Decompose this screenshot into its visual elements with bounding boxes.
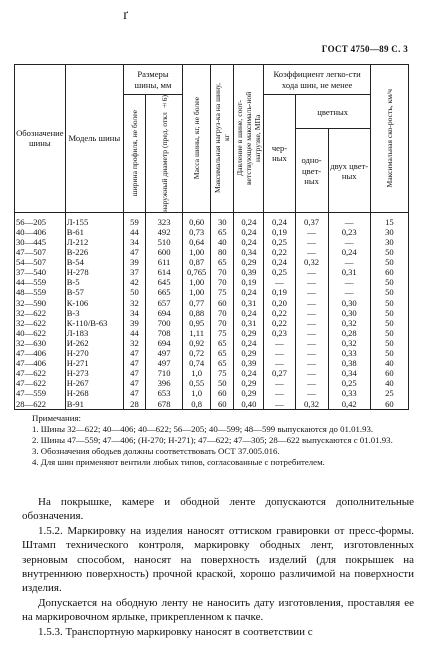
table-cell: 0,31 bbox=[234, 298, 264, 308]
table-cell: 0,24 bbox=[328, 247, 370, 257]
table-cell: — bbox=[328, 277, 370, 287]
table-cell: 65 bbox=[211, 348, 234, 358]
table-cell: 50 bbox=[370, 247, 408, 257]
table-cell: 47 bbox=[123, 378, 145, 388]
table-cell: 492 bbox=[145, 227, 182, 237]
table-cell: 47 bbox=[123, 388, 145, 398]
table-cell: 0,38 bbox=[328, 358, 370, 368]
table-row bbox=[15, 247, 409, 257]
header-mass: Масса шины, кг, не более bbox=[192, 97, 202, 180]
table-cell: 694 bbox=[145, 308, 182, 318]
table-cell: 0,24 bbox=[234, 227, 264, 237]
table-cell: 0,73 bbox=[183, 227, 211, 237]
table-cell: 54—507 bbox=[15, 257, 66, 267]
table-cell: 0,25 bbox=[264, 237, 295, 247]
table-cell: — bbox=[295, 247, 328, 257]
table-cell: 1,11 bbox=[183, 328, 211, 338]
table-cell: 0,19 bbox=[264, 287, 295, 297]
table-cell: 0,29 bbox=[234, 388, 264, 398]
table-cell: И-262 bbox=[65, 338, 123, 348]
table-cell: — bbox=[295, 328, 328, 338]
table-cell: 396 bbox=[145, 378, 182, 388]
table-cell: 678 bbox=[145, 399, 182, 410]
table-row bbox=[15, 348, 409, 358]
table-cell: 80 bbox=[211, 247, 234, 257]
table-cell: 0,23 bbox=[264, 328, 295, 338]
table-cell: В-91 bbox=[65, 399, 123, 410]
table-cell: — bbox=[264, 378, 295, 388]
table-cell: 0,34 bbox=[328, 368, 370, 378]
table-cell: 30 bbox=[370, 227, 408, 237]
table-cell: 32—630 bbox=[15, 338, 66, 348]
table-cell: 50 bbox=[370, 298, 408, 308]
table-cell: 0,74 bbox=[183, 358, 211, 368]
table-cell: 0,30 bbox=[328, 308, 370, 318]
table-cell: 0,22 bbox=[264, 308, 295, 318]
table-cell: 50 bbox=[123, 287, 145, 297]
table-cell: Н-267 bbox=[65, 378, 123, 388]
table-cell: 75 bbox=[211, 368, 234, 378]
table-cell: — bbox=[295, 277, 328, 287]
table-cell: 32—590 bbox=[15, 298, 66, 308]
table-cell: 0,30 bbox=[328, 298, 370, 308]
table-cell: 0,42 bbox=[328, 399, 370, 410]
paragraph: 1.5.3. Транспортную маркировку наносят в соответствии с bbox=[38, 625, 313, 638]
table-cell: 497 bbox=[145, 348, 182, 358]
page-header: ГОСТ 4750—89 С. 3 bbox=[321, 44, 408, 54]
table-cell: 0,27 bbox=[264, 368, 295, 378]
header-diameter: наружный диаметр (пред. откл ±6) bbox=[159, 95, 169, 212]
table-row bbox=[15, 267, 409, 277]
table-cell: 44—559 bbox=[15, 277, 66, 287]
table-cell: 70 bbox=[211, 277, 234, 287]
table-cell: 65 bbox=[211, 358, 234, 368]
table-cell: — bbox=[295, 348, 328, 358]
table-cell: 611 bbox=[145, 257, 182, 267]
table-cell: 0,31 bbox=[234, 318, 264, 328]
table-cell: — bbox=[295, 338, 328, 348]
table-cell: 60 bbox=[370, 399, 408, 410]
table-cell: 60 bbox=[211, 388, 234, 398]
table-cell: 0,22 bbox=[264, 318, 295, 328]
table-row bbox=[15, 227, 409, 237]
table-cell: 40—622 bbox=[15, 328, 66, 338]
table-row bbox=[15, 358, 409, 368]
table-cell: Н-271 bbox=[65, 358, 123, 368]
table-cell: 32 bbox=[123, 338, 145, 348]
table-cell: 1,00 bbox=[183, 287, 211, 297]
header-model: Модель шины bbox=[65, 65, 123, 213]
table-cell: 32—622 bbox=[15, 308, 66, 318]
table-cell: 70 bbox=[211, 318, 234, 328]
table-cell: В-57 bbox=[65, 287, 123, 297]
table-cell: 0,24 bbox=[264, 212, 295, 227]
header-single: одно-цвет-ных bbox=[295, 129, 328, 212]
note-2: 2. Шины 47—559; 47—406; (Н-270; Н-271); 47—622; 47—305; 28—622 выпускаются с 01.01.93. bbox=[32, 435, 393, 445]
table-row bbox=[15, 388, 409, 398]
table-cell: 0,88 bbox=[183, 308, 211, 318]
note-3: 3. Обозначения ободьев должны соответствовать ОСТ 37.005.016. bbox=[32, 446, 280, 456]
table-cell: 40 bbox=[211, 237, 234, 247]
paragraph: 1.5.2. Маркировку на изделия наносят оттиском гравировки от пресс-формы. Штамп технического контроля, маркировку ободных лент, изготовленных зерновым способом, наносят на поверхность изделий (для покрышек на внутреннюю поверхность) прочной краской, хорошо различимой на поверхности изделия. bbox=[22, 524, 414, 595]
table-cell: 32—622 bbox=[15, 318, 66, 328]
header-speed: Максимальная ско-рость, км/ч bbox=[384, 89, 394, 188]
table-cell: 0,60 bbox=[183, 212, 211, 227]
table-cell: 0,28 bbox=[328, 328, 370, 338]
header-coef: Коэффициент легко-сти хода шин, не менее bbox=[264, 65, 370, 95]
table-cell: — bbox=[295, 318, 328, 328]
table-cell: 32 bbox=[123, 298, 145, 308]
table-cell: 0,29 bbox=[234, 348, 264, 358]
table-cell: 0,40 bbox=[234, 399, 264, 410]
table-cell: — bbox=[295, 267, 328, 277]
table-cell: 1,0 bbox=[183, 388, 211, 398]
table-cell: 694 bbox=[145, 338, 182, 348]
table-cell: 600 bbox=[145, 247, 182, 257]
table-cell: Л-183 bbox=[65, 328, 123, 338]
table-cell: 39 bbox=[123, 257, 145, 267]
table-cell: 0,25 bbox=[328, 378, 370, 388]
table-cell: — bbox=[328, 212, 370, 227]
table-cell: 60 bbox=[370, 267, 408, 277]
table-cell: 510 bbox=[145, 237, 182, 247]
table-cell: 710 bbox=[145, 368, 182, 378]
table-cell: 47 bbox=[123, 358, 145, 368]
paragraph: На покрышке, камере и ободной ленте допускаются дополнительные обозначения. bbox=[22, 496, 414, 523]
tire-spec-table bbox=[14, 64, 409, 410]
table-cell: 700 bbox=[145, 318, 182, 328]
header-black: чер-ных bbox=[264, 95, 295, 213]
table-cell: — bbox=[295, 308, 328, 318]
table-cell: 50 bbox=[370, 328, 408, 338]
table-cell: 0,24 bbox=[234, 338, 264, 348]
table-cell: 65 bbox=[211, 338, 234, 348]
header-colored: цветных bbox=[295, 95, 370, 129]
table-cell: Н-273 bbox=[65, 368, 123, 378]
table-cell: 0,87 bbox=[183, 257, 211, 267]
table-cell: 34 bbox=[123, 237, 145, 247]
table-cell: Н-278 bbox=[65, 267, 123, 277]
table-cell: 1,0 bbox=[183, 368, 211, 378]
paragraph: Допускается на ободную ленту не наносить дату изготовления, проставляя ее на маркировочном ярлыке, прикрепленном к пачке. bbox=[22, 596, 414, 624]
table-cell: 30 bbox=[211, 212, 234, 227]
table-cell: 0,25 bbox=[264, 267, 295, 277]
note-4: 4. Для шин применяют вентили любых типов, согласованные с потребителем. bbox=[32, 457, 325, 467]
table-cell: 50 bbox=[370, 308, 408, 318]
table-row bbox=[15, 287, 409, 297]
table-cell: 0,22 bbox=[264, 247, 295, 257]
table-cell: — bbox=[295, 298, 328, 308]
header-width: ширина профиля, не более bbox=[129, 110, 139, 197]
table-cell: 60 bbox=[211, 298, 234, 308]
table-cell: 0,32 bbox=[295, 399, 328, 410]
table-cell: 0,8 bbox=[183, 399, 211, 410]
table-cell: 50 bbox=[370, 318, 408, 328]
table-cell: 0,32 bbox=[328, 318, 370, 328]
table-cell: — bbox=[264, 358, 295, 368]
table-cell: 0,39 bbox=[234, 358, 264, 368]
table-cell: 0,24 bbox=[234, 368, 264, 378]
table-cell: 0,20 bbox=[264, 298, 295, 308]
table-cell: 70 bbox=[211, 267, 234, 277]
table-cell: — bbox=[328, 237, 370, 247]
header-double: двух цвет-ных bbox=[328, 129, 370, 212]
header-load: Максимальная нагруз-ка на шину, кг bbox=[213, 83, 232, 194]
table-cell: 40—406 bbox=[15, 227, 66, 237]
table-cell: 75 bbox=[211, 328, 234, 338]
table-cell: 0,32 bbox=[295, 257, 328, 267]
note-1: 1. Шины 32—622; 40—406; 40—622; 56—205; 40—599; 48—599 выпускаются до 01.01.93. bbox=[32, 424, 374, 434]
table-cell: 0,55 bbox=[183, 378, 211, 388]
table-row bbox=[15, 399, 409, 410]
table-cell: В-61 bbox=[65, 227, 123, 237]
table-cell: 1,00 bbox=[183, 277, 211, 287]
table-cell: 0,95 bbox=[183, 318, 211, 328]
table-cell: 60 bbox=[370, 368, 408, 378]
table-cell: В-3 bbox=[65, 308, 123, 318]
table-row bbox=[15, 368, 409, 378]
table-row bbox=[15, 298, 409, 308]
table-cell: 0,72 bbox=[183, 348, 211, 358]
table-cell: Н-270 bbox=[65, 348, 123, 358]
table-cell: 50 bbox=[370, 348, 408, 358]
table-cell: 0,64 bbox=[183, 237, 211, 247]
table-cell: 56—205 bbox=[15, 212, 66, 227]
table-cell: — bbox=[264, 388, 295, 398]
table-cell: 47 bbox=[123, 368, 145, 378]
table-row bbox=[15, 378, 409, 388]
table-cell: 665 bbox=[145, 287, 182, 297]
table-cell: — bbox=[264, 277, 295, 287]
table-row bbox=[15, 308, 409, 318]
table-cell: 0,19 bbox=[264, 227, 295, 237]
table-cell: К-110/В-63 bbox=[65, 318, 123, 328]
table-cell: — bbox=[264, 399, 295, 410]
table-cell: — bbox=[295, 378, 328, 388]
table-row bbox=[15, 212, 409, 227]
table-row bbox=[15, 257, 409, 267]
table-row bbox=[15, 328, 409, 338]
table-cell: 0,34 bbox=[234, 247, 264, 257]
table-row bbox=[15, 237, 409, 247]
table-cell: 47—406 bbox=[15, 348, 66, 358]
table-cell: 0,92 bbox=[183, 338, 211, 348]
table-cell: 37 bbox=[123, 267, 145, 277]
table-cell: 40 bbox=[370, 378, 408, 388]
table-cell: — bbox=[328, 287, 370, 297]
table-cell: В-226 bbox=[65, 247, 123, 257]
table-cell: 0,24 bbox=[264, 257, 295, 267]
table-cell: 0,33 bbox=[328, 348, 370, 358]
table-cell: 47—559 bbox=[15, 388, 66, 398]
table-cell: Л-155 bbox=[65, 212, 123, 227]
table-cell: В-54 bbox=[65, 257, 123, 267]
table-row bbox=[15, 318, 409, 328]
table-cell: 44 bbox=[123, 227, 145, 237]
table-cell: 0,23 bbox=[328, 227, 370, 237]
table-cell: К-106 bbox=[65, 298, 123, 308]
table-cell: — bbox=[264, 348, 295, 358]
table-cell: 708 bbox=[145, 328, 182, 338]
table-cell: 0,33 bbox=[328, 388, 370, 398]
table-cell: 0,77 bbox=[183, 298, 211, 308]
table-cell: 50 bbox=[370, 287, 408, 297]
table-cell: 614 bbox=[145, 267, 182, 277]
table-cell: 34 bbox=[123, 308, 145, 318]
header-pressure: Давление в шине, соот-ветствующее максималь-ной нагрузке, МПа bbox=[235, 91, 263, 186]
table-cell: 0,39 bbox=[234, 267, 264, 277]
table-cell: 70 bbox=[211, 308, 234, 318]
table-cell: 65 bbox=[211, 227, 234, 237]
table-cell: 0,32 bbox=[328, 338, 370, 348]
table-cell: 47—622 bbox=[15, 368, 66, 378]
table-cell: — bbox=[264, 338, 295, 348]
table-cell: 657 bbox=[145, 298, 182, 308]
table-cell: 39 bbox=[123, 318, 145, 328]
table-cell: 0,24 bbox=[234, 287, 264, 297]
table-cell: В-5 bbox=[65, 277, 123, 287]
table-cell: 653 bbox=[145, 388, 182, 398]
header-dims: Размеры шины, мм bbox=[123, 65, 182, 95]
table-cell: 0,29 bbox=[234, 378, 264, 388]
notes-title: Примечания: bbox=[32, 413, 81, 423]
table-cell: 0,31 bbox=[328, 267, 370, 277]
table-cell: 0,37 bbox=[295, 212, 328, 227]
table-cell: 497 bbox=[145, 358, 182, 368]
table-cell: 0,29 bbox=[234, 257, 264, 267]
notes bbox=[22, 413, 414, 468]
table-cell: 65 bbox=[211, 257, 234, 267]
table-cell: 37—540 bbox=[15, 267, 66, 277]
table-cell: — bbox=[295, 388, 328, 398]
table-cell: 47—622 bbox=[15, 378, 66, 388]
table-cell: 47—406 bbox=[15, 358, 66, 368]
body-text bbox=[22, 495, 414, 639]
table-cell: 30—445 bbox=[15, 237, 66, 247]
table-cell: 59 bbox=[123, 212, 145, 227]
table-cell: Н-268 bbox=[65, 388, 123, 398]
pen-mark: ґ bbox=[123, 8, 128, 23]
table-cell: 42 bbox=[123, 277, 145, 287]
table-cell: Л-212 bbox=[65, 237, 123, 247]
table-cell: — bbox=[328, 257, 370, 267]
table-cell: — bbox=[295, 237, 328, 247]
table-cell: 48—559 bbox=[15, 287, 66, 297]
table-cell: 15 bbox=[370, 212, 408, 227]
table-cell: — bbox=[295, 227, 328, 237]
table-cell: 645 bbox=[145, 277, 182, 287]
table-cell: 47 bbox=[123, 348, 145, 358]
table-cell: 75 bbox=[211, 287, 234, 297]
table-cell: — bbox=[295, 287, 328, 297]
table-cell: 28 bbox=[123, 399, 145, 410]
table-cell: 0,29 bbox=[234, 328, 264, 338]
table-cell: 0,24 bbox=[234, 308, 264, 318]
table-row bbox=[15, 338, 409, 348]
table-cell: 30 bbox=[370, 237, 408, 247]
table-row bbox=[15, 277, 409, 287]
table-cell: 50 bbox=[370, 277, 408, 287]
table-cell: 0,24 bbox=[234, 237, 264, 247]
header-designation: Обозначение шины bbox=[15, 65, 66, 213]
table-cell: 47 bbox=[123, 247, 145, 257]
table-cell: 0,765 bbox=[183, 267, 211, 277]
table-cell: 50 bbox=[370, 338, 408, 348]
table-cell: — bbox=[295, 358, 328, 368]
table-cell: 47—507 bbox=[15, 247, 66, 257]
table-cell: 50 bbox=[370, 257, 408, 267]
table-cell: 50 bbox=[211, 378, 234, 388]
table-cell: 60 bbox=[211, 399, 234, 410]
table-cell: 0,19 bbox=[234, 277, 264, 287]
table-cell: 323 bbox=[145, 212, 182, 227]
table-cell: 40 bbox=[370, 358, 408, 368]
table-cell: 25 bbox=[370, 388, 408, 398]
table-cell: 0,24 bbox=[234, 212, 264, 227]
table-cell: 28—622 bbox=[15, 399, 66, 410]
table-cell: — bbox=[295, 368, 328, 378]
table-cell: 44 bbox=[123, 328, 145, 338]
table-cell: 1,00 bbox=[183, 247, 211, 257]
